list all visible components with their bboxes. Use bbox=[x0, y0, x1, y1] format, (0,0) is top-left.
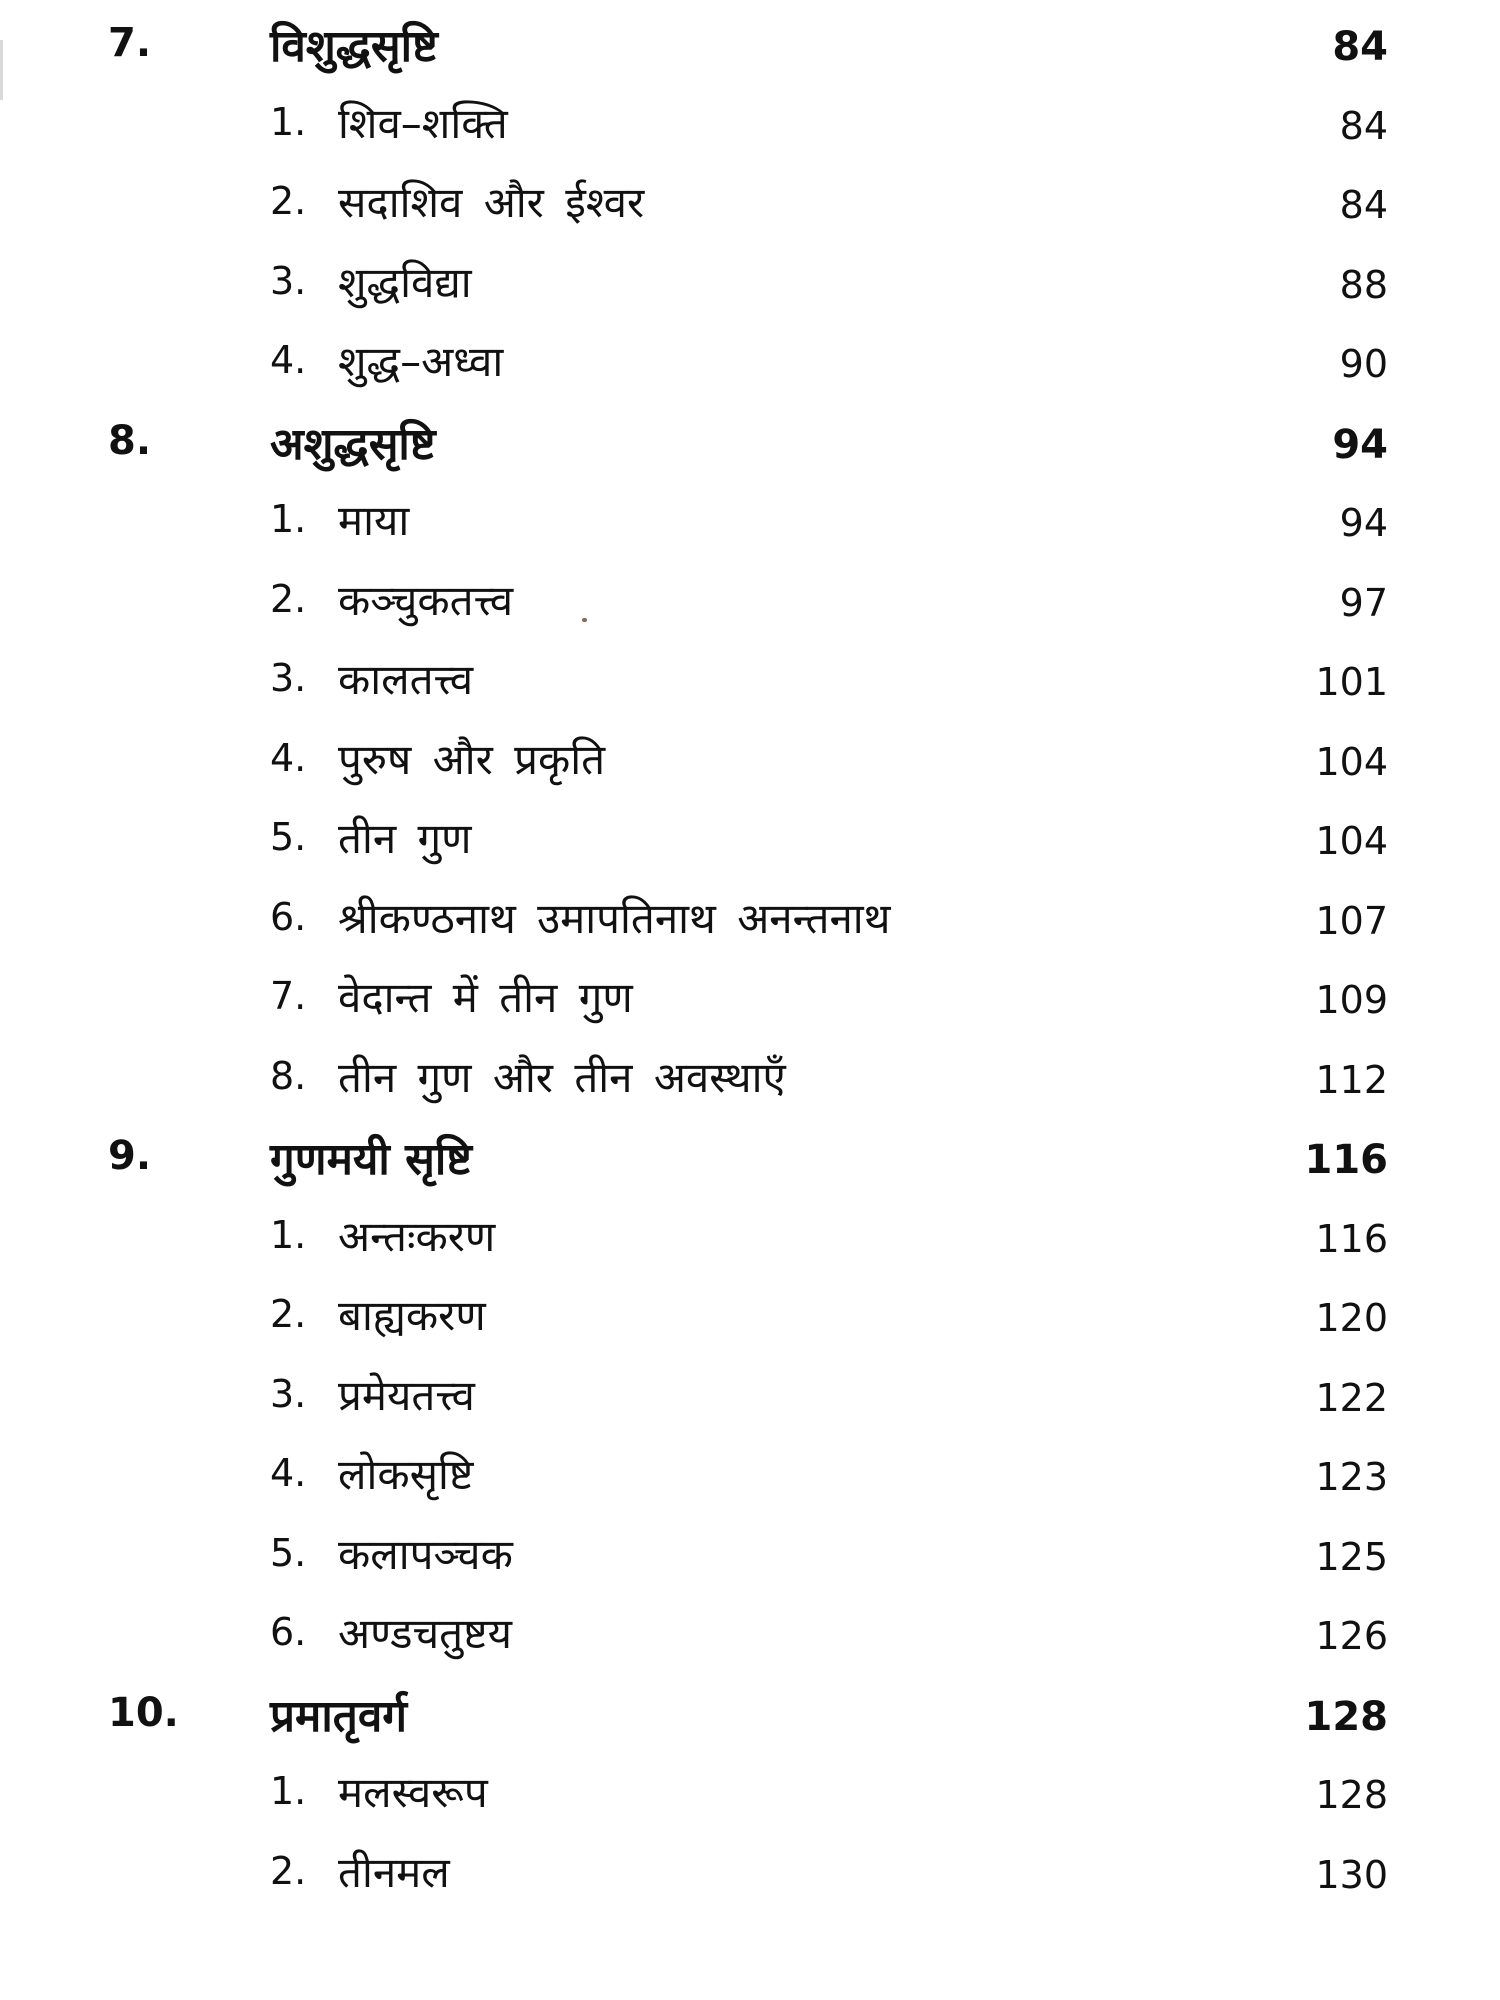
page-number: 97 bbox=[1339, 581, 1388, 625]
chapter-number: 9. bbox=[108, 1133, 152, 1179]
toc-chapter-row bbox=[0, 1684, 1500, 1756]
page-number: 104 bbox=[1315, 819, 1388, 863]
toc-section-row bbox=[0, 968, 1500, 1040]
toc-chapter-row bbox=[0, 1127, 1500, 1199]
section-title: पुरुष और प्रकृति bbox=[338, 735, 606, 784]
section-title: प्रमेयतत्त्व bbox=[338, 1371, 475, 1420]
section-title: मलस्वरूप bbox=[338, 1768, 488, 1817]
page-number: 130 bbox=[1315, 1853, 1388, 1897]
toc-section-row bbox=[0, 1763, 1500, 1835]
chapter-title: अशुद्धसृष्टि bbox=[270, 419, 436, 470]
toc-section-row bbox=[0, 571, 1500, 643]
chapter-number: 10. bbox=[108, 1690, 179, 1736]
page-number: 94 bbox=[1339, 501, 1388, 545]
toc-section-row bbox=[0, 1366, 1500, 1438]
section-number: 1. bbox=[270, 100, 307, 144]
page-number: 84 bbox=[1332, 24, 1388, 70]
page-number: 84 bbox=[1339, 104, 1388, 148]
section-number: 3. bbox=[270, 656, 307, 700]
page-number: 109 bbox=[1315, 978, 1388, 1022]
page-number: 116 bbox=[1315, 1217, 1388, 1261]
page-number: 126 bbox=[1315, 1614, 1388, 1658]
page-number: 116 bbox=[1304, 1137, 1388, 1183]
section-title: तीन गुण और तीन अवस्थाएँ bbox=[338, 1053, 786, 1102]
chapter-title: प्रमातृवर्ग bbox=[270, 1691, 408, 1742]
section-number: 1. bbox=[270, 1769, 307, 1813]
toc-section-row bbox=[0, 332, 1500, 404]
toc-section-row bbox=[0, 94, 1500, 166]
section-number: 5. bbox=[270, 815, 307, 859]
page-number: 104 bbox=[1315, 740, 1388, 784]
section-title: माया bbox=[338, 496, 410, 545]
page-number: 112 bbox=[1315, 1058, 1388, 1102]
toc-section-row bbox=[0, 1525, 1500, 1597]
section-number: 8. bbox=[270, 1054, 307, 1098]
section-title: सदाशिव और ईश्वर bbox=[338, 178, 645, 227]
section-title: कञ्चुकतत्त्व bbox=[338, 576, 514, 625]
page-number: 122 bbox=[1315, 1376, 1388, 1420]
section-number: 5. bbox=[270, 1531, 307, 1575]
section-number: 6. bbox=[270, 895, 307, 939]
chapter-number: 8. bbox=[108, 418, 152, 464]
toc-section-row bbox=[0, 173, 1500, 245]
page-number: 120 bbox=[1315, 1296, 1388, 1340]
toc-section-row bbox=[0, 730, 1500, 802]
section-title: कलापञ्चक bbox=[338, 1530, 513, 1579]
chapter-number: 7. bbox=[108, 20, 152, 66]
section-title: तीनमल bbox=[338, 1848, 450, 1897]
section-title: कालतत्त्व bbox=[338, 655, 474, 704]
page-number: 88 bbox=[1339, 263, 1388, 307]
section-number: 4. bbox=[270, 338, 307, 382]
toc-section-row bbox=[0, 1286, 1500, 1358]
page-number: 123 bbox=[1315, 1455, 1388, 1499]
page-number: 101 bbox=[1315, 660, 1388, 704]
section-number: 4. bbox=[270, 736, 307, 780]
toc-chapter-row bbox=[0, 412, 1500, 484]
toc-section-row bbox=[0, 650, 1500, 722]
section-title: बाह्यकरण bbox=[338, 1291, 486, 1340]
page-number: 84 bbox=[1339, 183, 1388, 227]
toc-section-row bbox=[0, 491, 1500, 563]
page-number: 128 bbox=[1304, 1694, 1388, 1740]
section-number: 2. bbox=[270, 577, 307, 621]
toc-section-row bbox=[0, 1445, 1500, 1517]
section-title: अन्तःकरण bbox=[338, 1212, 496, 1261]
section-title: वेदान्त में तीन गुण bbox=[338, 973, 633, 1022]
toc-section-row bbox=[0, 889, 1500, 961]
section-title: शुद्ध–अध्वा bbox=[338, 337, 504, 386]
chapter-title: विशुद्धसृष्टि bbox=[270, 21, 438, 72]
section-number: 2. bbox=[270, 1292, 307, 1336]
section-title: अण्डचतुष्टय bbox=[338, 1609, 513, 1658]
section-number: 7. bbox=[270, 974, 307, 1018]
page-number: 107 bbox=[1315, 899, 1388, 943]
section-number: 3. bbox=[270, 1372, 307, 1416]
toc-section-row bbox=[0, 1604, 1500, 1676]
page-number: 128 bbox=[1315, 1773, 1388, 1817]
page-number: 125 bbox=[1315, 1535, 1388, 1579]
section-title: श्रीकण्ठनाथ उमापतिनाथ अनन्तनाथ bbox=[338, 894, 891, 943]
section-number: 4. bbox=[270, 1451, 307, 1495]
section-title: तीन गुण bbox=[338, 814, 472, 863]
section-title: शिव–शक्ति bbox=[338, 99, 508, 148]
toc-section-row bbox=[0, 1048, 1500, 1120]
toc-section-row bbox=[0, 253, 1500, 325]
section-title: शुद्धविद्या bbox=[338, 258, 472, 307]
toc-chapter-row bbox=[0, 14, 1500, 86]
section-number: 1. bbox=[270, 497, 307, 541]
section-number: 6. bbox=[270, 1610, 307, 1654]
section-number: 2. bbox=[270, 1849, 307, 1893]
page-number: 94 bbox=[1332, 422, 1388, 468]
section-number: 1. bbox=[270, 1213, 307, 1257]
toc-section-row bbox=[0, 1207, 1500, 1279]
section-number: 2. bbox=[270, 179, 307, 223]
section-title: लोकसृष्टि bbox=[338, 1450, 474, 1499]
section-number: 3. bbox=[270, 259, 307, 303]
chapter-title: गुणमयी सृष्टि bbox=[270, 1134, 472, 1185]
toc-section-row bbox=[0, 1843, 1500, 1915]
page-number: 90 bbox=[1339, 342, 1388, 386]
toc-section-row bbox=[0, 809, 1500, 881]
